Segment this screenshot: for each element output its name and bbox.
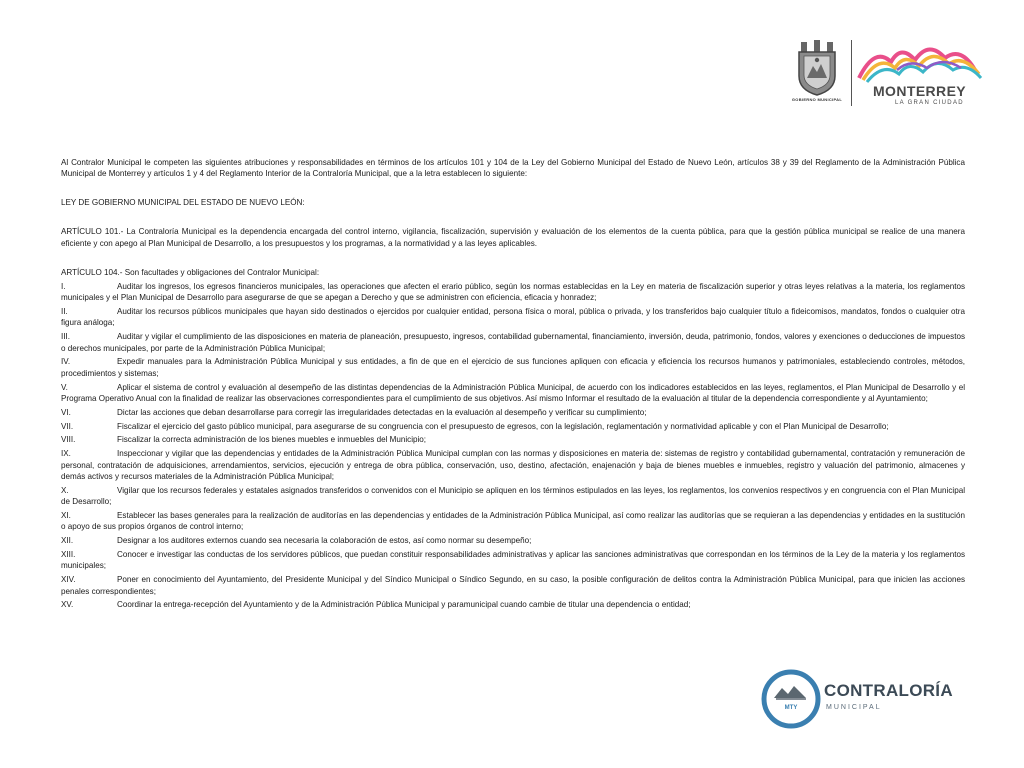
item-number: XIV. <box>61 575 76 585</box>
list-item <box>61 306 965 329</box>
item-number: XII. <box>61 536 74 546</box>
article-104-heading: ARTÍCULO 104.- Son facultades y obligaciones del Contralor Municipal: <box>61 267 320 277</box>
item-number: VII. <box>61 421 74 431</box>
item-text: Poner en conocimiento del Ayuntamiento, del Presidente Municipal y del Síndico Municipal o Síndico Segundo, en su caso, la posible configuración de delitos contra la Administración Pública Municipal, para que inicien las acciones penales correspondientes; <box>61 575 965 596</box>
list-item <box>61 331 965 354</box>
list-item <box>61 485 965 508</box>
item-text: Expedir manuales para la Administración Pública Municipal y sus entidades, a fin de que en el ejercicio de sus funciones apliquen con eficacia y eficiencia los recursos humanos y patrimoniales, estableciendo controles, métodos, procedimientos y sistemas; <box>61 357 965 378</box>
item-text: Auditar los recursos públicos municipales que hayan sido destinados o ejercidos por cualquier entidad, persona física o moral, pública o privada, y los transferidos bajo cualquier título a fideicomisos, mandatos, fondos o cualquier otra figura análoga; <box>61 307 965 328</box>
logo-divider <box>851 40 852 106</box>
list-item <box>61 281 965 304</box>
item-text: Fiscalizar la correcta administración de los bienes muebles e inmuebles del Municipio; <box>117 435 427 445</box>
document-body <box>61 157 965 613</box>
monterrey-tagline: LA GRAN CIUDAD <box>895 100 964 106</box>
item-text: Conocer e investigar las conductas de los servidores públicos, que puedan constituir responsabilidades administrativas y aplicar las sanciones administrativas que correspondan en los términos de la Ley de la materia y los reglamentos municipales; <box>61 550 965 571</box>
municipal-seal <box>785 40 849 110</box>
list-item <box>61 448 965 482</box>
header-logos <box>785 36 985 112</box>
item-text: Fiscalizar el ejercicio del gasto público municipal, para asegurarse de su congruencia con el presupuesto de egresos, con la legislación, reglamentación y normatividad aplicable y con el Plan Municipal de Desarrollo; <box>117 421 889 431</box>
item-number: II. <box>61 307 68 317</box>
contraloria-name: CONTRALORÍA <box>824 681 953 700</box>
item-text: Designar a los auditores externos cuando sea necesaria la colaboración de estos, así como normar su desempeño; <box>117 536 532 546</box>
mountain-ribbon-icon <box>857 40 983 84</box>
item-text: Auditar y vigilar el cumplimiento de las disposiciones en materia de planeación, presupuesto, ingresos, contabilidad gubernamental, financiamiento, inversión, deuda, patrimonio, fondos, valores y exenciones o deducciones de impuestos o derechos municipales, por parte de la Administración Pública Municipal; <box>61 332 965 353</box>
item-number: VIII. <box>61 435 76 445</box>
list-item <box>61 421 965 432</box>
item-text: Vigilar que los recursos federales y estatales asignados transferidos o convenidos con el Municipio se apliquen en los términos estipulados en las leyes, los reglamentos, los convenios respectivos y en congruencia con el Plan Municipal de Desarrollo; <box>61 485 965 507</box>
contraloria-emblem-icon <box>760 668 822 730</box>
item-number: III. <box>61 332 70 342</box>
list-item <box>61 382 965 405</box>
contraloria-subtitle: MUNICIPAL <box>826 704 882 711</box>
seal-caption: GOBIERNO MUNICIPAL <box>791 97 843 102</box>
item-number: V. <box>61 382 68 392</box>
list-item <box>61 407 965 418</box>
item-number: XIII. <box>61 550 76 560</box>
article-104-list <box>61 281 965 611</box>
item-text: Dictar las acciones que deban desarrollarse para corregir las irregularidades detectadas en la evaluación al desempeño y verificar su cumplimiento; <box>117 407 647 417</box>
item-number: IX. <box>61 449 71 459</box>
emblem-text: MTY <box>784 705 798 711</box>
item-text: Inspeccionar y vigilar que las dependencias y entidades de la Administración Pública Municipal cumplan con las normas y disposiciones en materia de: sistemas de registro y contabilidad gubernamental, contratación y remuneración de personal, contratación de adquisiciones, arrendamientos, servicios, ejecución y entrega de obra pública, conservación, uso, destino, afectación, enajenación y baja de bienes muebles e inmuebles, registro y valuación del patrimonio, almacenes y demás activos y recursos materiales de la Administración Pública Municipal; <box>61 449 965 482</box>
monterrey-name: MONTERREY <box>873 83 967 99</box>
item-number: IV. <box>61 357 71 367</box>
item-text: Establecer las bases generales para la realización de auditorías en las dependencias y entidades de la Administración Pública Municipal, así como realizar las auditorías que se requieran a las dependencias y entidades en la sustitución o apoyo de sus propios órganos de control interno; <box>61 511 965 532</box>
intro-paragraph: Al Contralor Municipal le competen las siguientes atribuciones y responsabilidades en términos de los artículos 101 y 104 de la Ley del Gobierno Municipal del Estado de Nuevo León, artículos 38 y 39 del Reglamento de la Administración Pública Municipal de Monterrey y artículos 1 y 4 del Reglamento Interior de la Contraloría Municipal, que a la letra establecen lo siguiente: <box>61 158 965 179</box>
item-text: Aplicar el sistema de control y evaluación al desempeño de las distintas dependencias de la Administración Pública Municipal, de acuerdo con los indicadores establecidos en las leyes, reglamentos, el Plan Municipal de Desarrollo y el Programa Operativo Anual con la finalidad de realizar las observaciones correspondientes para el cumplimiento de sus objetivos. Así mismo Informar el resultado de la evaluación al titular de la dependencia correspondiente y al Ayuntamiento; <box>61 382 965 404</box>
list-item <box>61 434 965 445</box>
contraloria-logo <box>760 668 960 730</box>
item-number: I. <box>61 281 66 291</box>
item-number: XV. <box>61 600 74 610</box>
item-text: Coordinar la entrega-recepción del Ayuntamiento y de la Administración Pública Municipal y paramunicipal cuando cambie de titular una dependencia o entidad; <box>117 600 691 610</box>
list-item <box>61 549 965 572</box>
law-title: LEY DE GOBIERNO MUNICIPAL DEL ESTADO DE NUEVO LEÓN: <box>61 198 305 208</box>
item-number: XI. <box>61 511 71 521</box>
item-number: X. <box>61 485 69 495</box>
article-101: ARTÍCULO 101.- La Contraloría Municipal es la dependencia encargada del control interno, vigilancia, fiscalización, supervisión y evaluación de los elementos de la cuenta pública, para que la gestión pública municipal se realice de una manera eficiente y con apego al Plan Municipal de Desarrollo, a los presupuestos y los programas, a la normatividad y a las leyes aplicables. <box>61 227 965 248</box>
list-item <box>61 356 965 379</box>
coat-of-arms-icon <box>795 40 839 96</box>
item-text: Auditar los ingresos, los egresos financieros municipales, las operaciones que afecten el erario público, según los normas establecidas en la Ley en materia de fiscalización superior y otras leyes relativas a la materia, los reglamentos municipales y el Plan Municipal de Desarrollo para asegurarse de que se apegan a Derecho y que se administren con eficiencia, eficacia y honradez; <box>61 281 965 303</box>
list-item <box>61 510 965 533</box>
list-item <box>61 574 965 597</box>
item-number: VI. <box>61 407 71 417</box>
list-item <box>61 599 965 610</box>
list-item <box>61 535 965 546</box>
